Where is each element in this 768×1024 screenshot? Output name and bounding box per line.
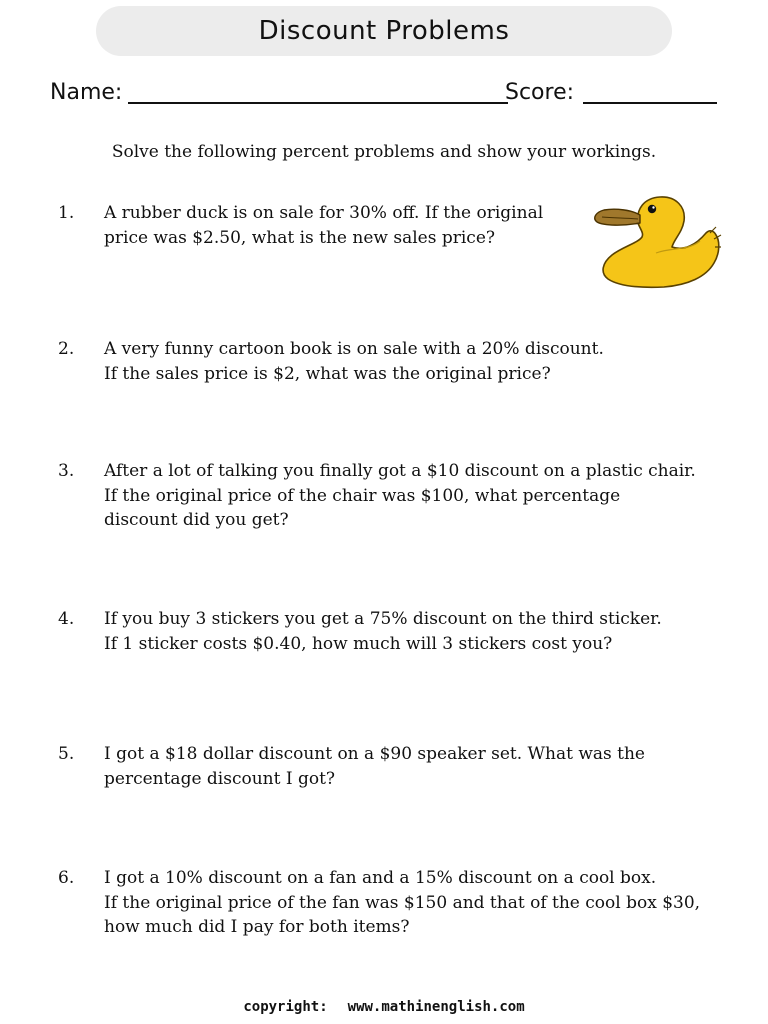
score-label: Score: (505, 80, 575, 105)
problem-text (104, 459, 724, 533)
copyright-site-link[interactable]: www.mathinenglish.com (347, 999, 525, 1015)
score-field[interactable] (583, 102, 717, 104)
copyright-footer (0, 999, 768, 1015)
problem-text (104, 866, 724, 940)
problem-line: price was $2.50, what is the new sales price? (104, 227, 495, 248)
problem-line: A rubber duck is on sale for 30% off. If the original (104, 203, 544, 223)
problem-line: If the original price of the fan was $150 and that of the cool box $30, (104, 892, 701, 913)
problem-number: 6. (58, 868, 75, 888)
problem-line: A very funny cartoon book is on sale with a 20% discount. (104, 339, 604, 359)
problem-number: 4. (58, 609, 75, 629)
problem-number: 5. (58, 744, 75, 764)
problem-number: 2. (58, 339, 75, 359)
problem-line: discount did you get? (104, 510, 289, 530)
copyright-label: copyright: (243, 999, 328, 1015)
problem-number: 1. (58, 203, 75, 223)
rubber-duck-icon (576, 193, 722, 289)
name-label: Name: (50, 80, 123, 105)
problem-line: If 1 sticker costs $0.40, how much will 3 stickers cost you? (104, 633, 613, 654)
problem-line: If the sales price is $2, what was the original price? (104, 363, 551, 384)
problem-line: how much did I pay for both items? (104, 917, 410, 937)
problem-line: If you buy 3 stickers you get a 75% discount on the third sticker. (104, 609, 662, 629)
problem-line: After a lot of talking you finally got a $10 discount on a plastic chair. (104, 461, 696, 481)
problem-line: I got a 10% discount on a fan and a 15% discount on a cool box. (104, 868, 657, 888)
problem-line: If the original price of the chair was $100, what percentage (104, 485, 621, 506)
instructions: Solve the following percent problems and show your workings. (111, 142, 657, 162)
problem-line: I got a $18 dollar discount on a $90 speaker set. What was the (104, 744, 645, 764)
name-score-row (50, 80, 718, 110)
problem-text (104, 742, 724, 791)
problem-number: 3. (58, 461, 75, 481)
title-banner (96, 6, 672, 56)
problem-text (104, 337, 724, 386)
name-field[interactable] (128, 102, 508, 104)
problem-line: percentage discount I got? (104, 768, 336, 789)
page-title: Discount Problems (258, 16, 510, 46)
problem-text (104, 607, 724, 656)
